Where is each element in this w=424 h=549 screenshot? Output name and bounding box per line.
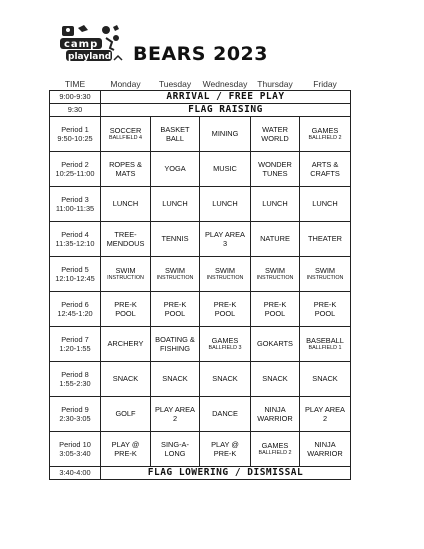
activity-cell <box>151 362 200 397</box>
activity-cell <box>200 257 251 292</box>
activity-cell <box>251 117 300 152</box>
svg-text:camp: camp <box>64 39 99 50</box>
activity-name: SOCCER <box>109 126 142 135</box>
activity-location: BALLFIELD 3 <box>208 345 242 352</box>
activity-name: GAMES <box>211 336 239 345</box>
activity-name: THEATER <box>308 234 342 244</box>
activity-name: LUNCH <box>112 199 139 209</box>
activity-location: BALLFIELD 4 <box>109 135 142 142</box>
activity-cell <box>200 152 251 187</box>
activity-name: GOKARTS <box>256 339 293 349</box>
activity-cell <box>151 152 200 187</box>
svg-text:playland: playland <box>68 52 112 62</box>
activity-name: BOATING & FISHING <box>155 334 195 353</box>
activity-cell <box>251 362 300 397</box>
activity-name: PRE-K POOL <box>313 299 337 318</box>
activity-name: LUNCH <box>162 199 188 209</box>
activity-cell <box>200 397 251 432</box>
activity-cell <box>251 222 300 257</box>
time-cell: Period 8 1:55-2:30 <box>50 362 101 397</box>
activity-location: INSTRUCTION <box>256 275 294 282</box>
activity-cell <box>300 327 351 362</box>
activity-cell <box>101 152 151 187</box>
time-cell: Period 1 9:50-10:25 <box>50 117 101 152</box>
column-header: Friday <box>313 79 337 89</box>
activity-name: SNACK <box>112 374 139 384</box>
activity-cell <box>300 257 351 292</box>
activity-cell <box>251 292 300 327</box>
activity-cell <box>200 117 251 152</box>
activity-cell <box>101 187 151 222</box>
activity-cell <box>300 152 351 187</box>
activity-name: SWIM <box>314 266 336 275</box>
activity-name: SWIM <box>115 266 136 275</box>
activity-cell <box>151 327 200 362</box>
activity-cell <box>200 187 251 222</box>
schedule-row <box>50 187 351 222</box>
activity-cell <box>200 362 251 397</box>
time-cell: Period 4 11:35-12:10 <box>50 222 101 257</box>
activity-name: SWIM <box>264 266 286 275</box>
time-cell: Period 9 2:30-3:05 <box>50 397 101 432</box>
activity-cell <box>151 432 200 467</box>
activity-name: MUSIC <box>213 164 237 174</box>
activity-name: ARCHERY <box>107 339 144 349</box>
all-day-activity-cell: FLAG LOWERING / DISMISSAL <box>101 467 351 480</box>
activity-cell <box>251 327 300 362</box>
activity-name: PLAY AREA 3 <box>205 229 245 248</box>
time-cell: 9:00-9:30 <box>50 91 101 104</box>
schedule-row <box>50 117 351 152</box>
activity-name: NINJA WARRIOR <box>307 439 343 458</box>
activity-cell <box>200 222 251 257</box>
header-row <box>50 78 351 91</box>
activity-cell <box>151 292 200 327</box>
column-header: Tuesday <box>158 79 192 89</box>
time-cell: Period 2 10:25-11:00 <box>50 152 101 187</box>
activity-name: SNACK <box>262 374 288 384</box>
camp-playland-logo <box>58 24 124 66</box>
activity-name: SING-A-LONG <box>161 439 189 458</box>
activity-name: PLAY AREA 2 <box>305 404 345 423</box>
activity-cell <box>101 397 151 432</box>
activity-name: YOGA <box>164 164 186 174</box>
activity-cell <box>251 397 300 432</box>
activity-cell <box>151 222 200 257</box>
activity-cell <box>251 187 300 222</box>
activity-cell <box>251 152 300 187</box>
activity-name: PLAY @ PRE-K <box>211 439 239 458</box>
time-cell: Period 3 11:00-11:35 <box>50 187 101 222</box>
activity-name: PLAY @ PRE-K <box>111 439 140 458</box>
all-day-activity-cell: ARRIVAL / FREE PLAY <box>101 91 351 104</box>
activity-name: GOLF <box>115 409 136 419</box>
time-cell: 3:40-4:00 <box>50 467 101 480</box>
activity-name: LUNCH <box>312 199 338 209</box>
activity-name: BASKET BALL <box>160 124 190 143</box>
activity-name: BASEBALL <box>306 336 344 345</box>
activity-cell <box>101 222 151 257</box>
activity-cell <box>251 432 300 467</box>
activity-name: LUNCH <box>212 199 238 209</box>
activity-name: GAMES <box>311 126 339 135</box>
activity-cell <box>101 362 151 397</box>
activity-cell <box>151 257 200 292</box>
schedule-row <box>50 104 351 117</box>
activity-cell <box>200 432 251 467</box>
activity-cell <box>200 327 251 362</box>
activity-name: SNACK <box>212 374 238 384</box>
schedule-row <box>50 432 351 467</box>
activity-cell <box>300 432 351 467</box>
activity-cell <box>300 117 351 152</box>
column-header: Thursday <box>257 79 293 89</box>
activity-name: LUNCH <box>262 199 288 209</box>
activity-name: ARTS & CRAFTS <box>310 159 340 178</box>
time-cell: Period 7 1:20-1:55 <box>50 327 101 362</box>
activity-location: BALLFIELD 1 <box>308 345 342 352</box>
time-cell: Period 5 12:10-12:45 <box>50 257 101 292</box>
activity-name: PLAY AREA 2 <box>155 404 195 423</box>
activity-location: BALLFIELD 2 <box>308 135 342 142</box>
activity-cell <box>300 222 351 257</box>
schedule-row <box>50 362 351 397</box>
activity-name: DANCE <box>212 409 238 419</box>
schedule-row <box>50 222 351 257</box>
schedule-row <box>50 327 351 362</box>
activity-location: INSTRUCTION <box>156 275 194 282</box>
column-header: Wednesday <box>202 79 248 89</box>
activity-name: WONDER TUNES <box>258 159 292 178</box>
activity-name: PRE-K POOL <box>114 299 137 318</box>
activity-name: PRE-K POOL <box>213 299 237 318</box>
schedule-row <box>50 152 351 187</box>
activity-name: MINING <box>211 129 239 139</box>
column-header: TIME <box>64 79 86 89</box>
activity-cell <box>300 362 351 397</box>
activity-cell <box>101 257 151 292</box>
activity-location: INSTRUCTION <box>206 275 244 282</box>
schedule-row <box>50 467 351 480</box>
activity-name: SWIM <box>214 266 236 275</box>
activity-cell <box>300 292 351 327</box>
page-title: BEARS 2023 <box>133 43 268 65</box>
activity-cell <box>151 397 200 432</box>
activity-name: WATER WORLD <box>261 124 289 143</box>
activity-cell <box>251 257 300 292</box>
activity-name: SNACK <box>162 374 188 384</box>
activity-cell <box>200 292 251 327</box>
column-header: Monday <box>110 79 141 89</box>
activity-name: SNACK <box>312 374 338 384</box>
activity-location: INSTRUCTION <box>306 275 344 282</box>
schedule-row <box>50 257 351 292</box>
activity-location: BALLFIELD 2 <box>258 450 292 457</box>
activity-cell <box>101 117 151 152</box>
activity-cell <box>101 327 151 362</box>
activity-name: GAMES <box>261 441 289 450</box>
time-cell: Period 10 3:05-3:40 <box>50 432 101 467</box>
time-cell: Period 6 12:45-1:20 <box>50 292 101 327</box>
time-cell: 9:30 <box>50 104 101 117</box>
schedule-table <box>49 78 351 480</box>
activity-name: PRE-K POOL <box>163 299 187 318</box>
activity-name: NATURE <box>260 234 290 244</box>
activity-cell <box>151 117 200 152</box>
activity-location: INSTRUCTION <box>107 275 144 282</box>
schedule-row <box>50 292 351 327</box>
activity-name: SWIM <box>164 266 186 275</box>
schedule-row <box>50 397 351 432</box>
all-day-activity-cell: FLAG RAISING <box>101 104 351 117</box>
activity-cell <box>300 397 351 432</box>
activity-name: NINJA WARRIOR <box>257 404 293 423</box>
activity-name: ROPES & MATS <box>109 159 142 178</box>
activity-cell <box>101 432 151 467</box>
activity-name: PRE-K POOL <box>263 299 287 318</box>
activity-name: TENNIS <box>161 234 189 244</box>
activity-cell <box>300 187 351 222</box>
activity-name: TREE- MENDOUS <box>106 229 145 248</box>
schedule-row <box>50 91 351 104</box>
activity-cell <box>151 187 200 222</box>
activity-cell <box>101 292 151 327</box>
